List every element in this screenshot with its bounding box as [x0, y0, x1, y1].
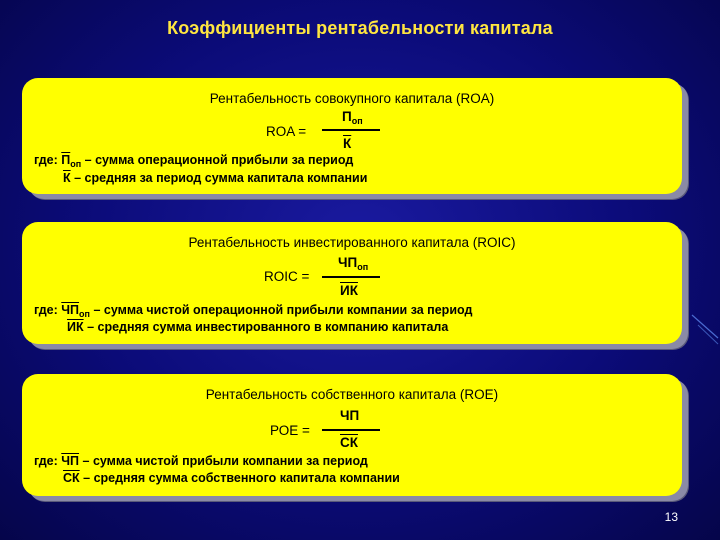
- roa-definition-2: К – средняя за период сумма капитала компании: [63, 171, 368, 185]
- roic-definition-2: ИК – средняя сумма инвестированного в компанию капитала: [67, 320, 449, 334]
- roe-formula-lhs: РОЕ =: [270, 423, 310, 438]
- roe-box: [22, 374, 682, 496]
- roic-denominator: ИК: [340, 283, 358, 298]
- roe-fraction-line: [322, 429, 380, 431]
- roa-fraction-line: [322, 129, 380, 131]
- roa-heading: Рентабельность совокупного капитала (ROA): [209, 91, 495, 106]
- roic-numerator: $ЧП_{оп}$: [338, 255, 369, 272]
- page-number: 13: [664, 510, 678, 524]
- decorative-lines: [690, 300, 720, 360]
- roic-heading: Рентабельность инвестированного капитала (ROIC): [188, 235, 516, 250]
- roic-fraction-line: [322, 276, 380, 278]
- roe-heading: Рентабельность собственного капитала (ROE): [205, 387, 499, 402]
- roa-definition-1: где: $П_{оп}$ – сумма операционной прибыли за период: [34, 153, 354, 169]
- roic-box: [22, 222, 682, 344]
- roa-denominator: К: [343, 136, 352, 151]
- roe-numerator: ЧП: [340, 408, 360, 423]
- roic-formula-lhs: ROIC =: [264, 269, 310, 284]
- roe-definition-1: где: ЧП – сумма чистой прибыли компании за период: [34, 454, 368, 468]
- roe-denominator: СК: [340, 435, 358, 450]
- slide-title: Коэффициенты рентабельности капитала: [167, 18, 553, 38]
- roe-definition-2: СК – средняя сумма собственного капитала компании: [63, 471, 400, 485]
- roa-numerator: $П_{оп}$: [342, 109, 363, 126]
- roic-definition-1: где: $ЧП_{оп}$ – сумма чистой операционной прибыли компании за период: [34, 303, 473, 319]
- roa-formula-lhs: ROA =: [266, 124, 307, 139]
- roa-box: [22, 78, 682, 194]
